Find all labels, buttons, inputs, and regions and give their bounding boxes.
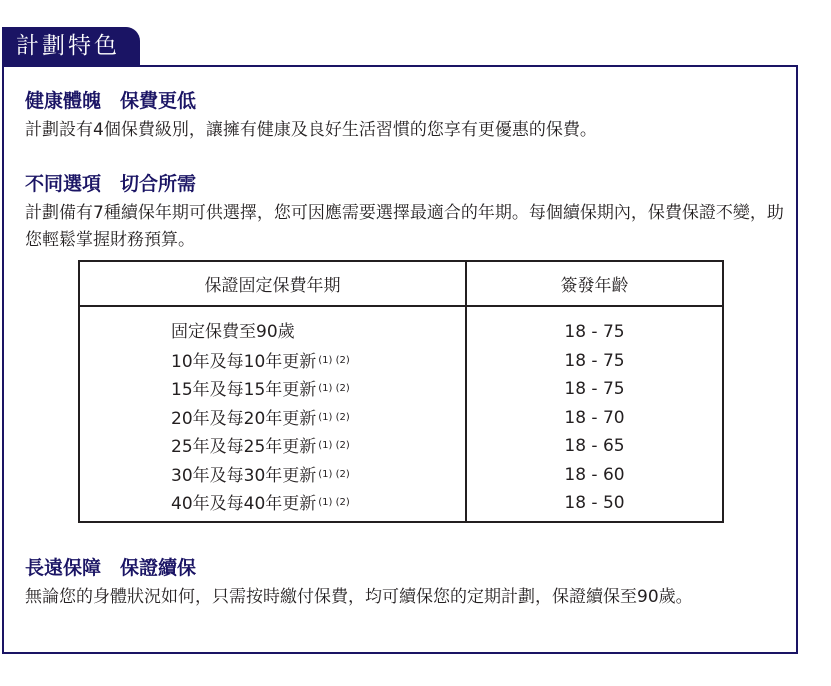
- term-column: [171, 318, 350, 518]
- table-row-term: 20年及每20年更新 $^{(1) (2)}$: [171, 408, 350, 429]
- table-row-age: 18 - 60: [564, 464, 625, 485]
- table-row-age: 18 - 70: [564, 407, 625, 428]
- section-tab-title: 計劃特色: [2, 27, 140, 65]
- footnote-marker: (1) (2): [318, 440, 350, 451]
- table-row-age: 18 - 65: [564, 436, 625, 456]
- table-row-age: 18 - 50: [564, 493, 625, 513]
- footnote-marker: (1) (2): [318, 468, 350, 480]
- table-header-term: 保證固定保費年期: [204, 276, 341, 296]
- premium-term-table: [78, 260, 724, 523]
- table-row-term: 25年及每25年更新 $^{(1) (2)}$: [171, 437, 350, 457]
- footnote-marker: (1) (2): [318, 497, 350, 508]
- footnote-marker: (1) (2): [318, 411, 350, 423]
- footnote-marker: (1) (2): [318, 383, 350, 394]
- section-heading-options: 不同選項 切合所需: [25, 173, 197, 195]
- section-text-renewal: 無論您的身體狀況如何，只需按時繳付保費，均可續保您的定期計劃，保證續保至90歲。: [25, 587, 693, 607]
- table-row-term: 15年及每15年更新 $^{(1) (2)}$: [171, 380, 350, 400]
- section-text-options: 計劃備有7種續保年期可供選擇，您可因應需要選擇最適合的年期。每個續保期內，保費保證不變，助您輕鬆掌握財務預算。: [25, 203, 784, 250]
- footnote-marker: (1) (2): [318, 354, 350, 366]
- table-row-age: 18 - 75: [564, 379, 625, 399]
- table-header-age: 簽發年齡: [560, 276, 629, 296]
- table-row-term: 40年及每40年更新 $^{(1) (2)}$: [171, 494, 350, 514]
- table-row-age: 18 - 75: [564, 322, 625, 342]
- section-heading-health: 健康體魄 保費更低: [25, 90, 197, 112]
- age-column: [467, 318, 722, 518]
- table-row-term: 10年及每10年更新 $^{(1) (2)}$: [171, 351, 350, 372]
- table-row-age: 18 - 75: [564, 350, 625, 371]
- table-header-divider: [80, 305, 722, 307]
- table-row-term: 30年及每30年更新 $^{(1) (2)}$: [171, 465, 350, 486]
- section-text-health: 計劃設有4個保費級別，讓擁有健康及良好生活習慣的您享有更優惠的保費。: [25, 120, 597, 140]
- section-heading-renewal: 長遠保障 保證續保: [25, 557, 197, 579]
- table-row-term: 固定保費至90歲: [171, 322, 295, 342]
